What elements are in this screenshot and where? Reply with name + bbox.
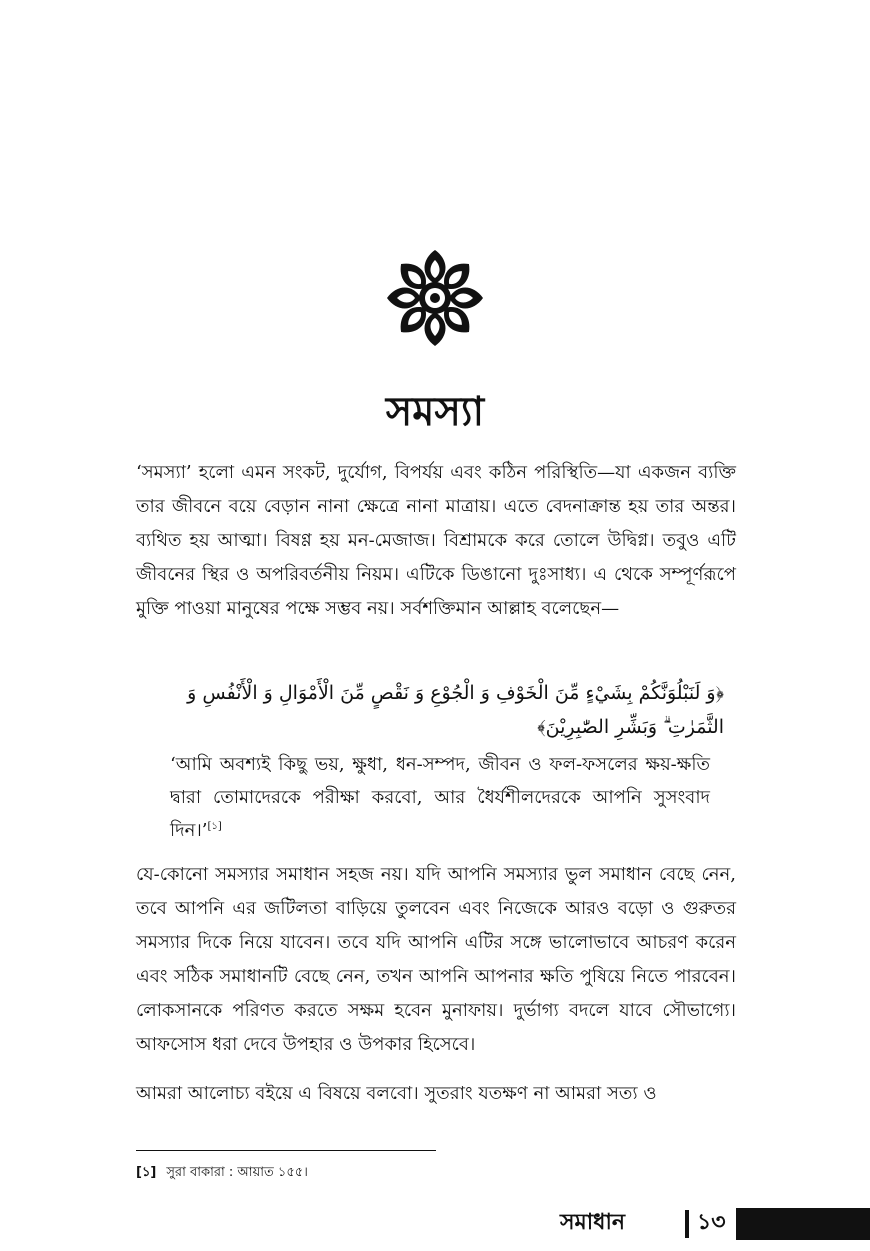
body-paragraph: যে-কোনো সমস্যার সমাধান সহজ নয়। যদি আপনি সমস্যার ভুল সমাধান বেছে নেন, তবে আপনি এর জটিলতা বাড়িয়ে তুলবেন এবং নিজেকে আরও বড়ো ও গুরুতর সমস্যার দিকে নিয়ে যাবেন। তবে যদি আপনি এটির সঙ্গে ভালোভাবে আচরণ করেন এবং সঠিক সমাধানটি বেছে নেন, তখন আপনি আপনার ক্ষতি পুষিয়ে নিতে পারবেন। লোকসানকে পরিণত করতে সক্ষম হবেন মুনাফায়। দুর্ভাগ্য বদলে যাবে সৌভাগ্যে। আফসোস ধরা দেবে উপহার ও উপকার হিসেবে।: [136, 864, 736, 1055]
verse-translation: [170, 748, 710, 847]
footnote-marker: [১]: [136, 1165, 157, 1180]
arabic-verse: ﴿وَ لَنَبْلُوَنَّكُمْ بِشَيْءٍ مِّنَ الْخَوْفِ وَ الْجُوْعِ وَ نَقْصٍ مِّنَ الْأَمْوَالِ وَ الْأَنْفُسِ وَ الثَّمَرٰتِ ۗ وَبَشِّرِ الصّٰبِرِيْنَ﴾: [187, 682, 724, 738]
footnote-reference[interactable]: [১]: [207, 821, 222, 832]
translation-text: ‘আমি অবশ্যই কিছু ভয়, ক্ষুধা, ধন-সম্পদ, জীবন ও ফল-ফসলের ক্ষয়-ক্ষতি দ্বারা তোমাদেরকে পরীক্ষা করবো, আর ধৈর্যশীলদেরকে আপনি সুসংবাদ দিন।’: [170, 754, 710, 841]
running-footer-title: সমাধান: [560, 1210, 625, 1235]
body-paragraph: আমরা আলোচ্য বইয়ে এ বিষয়ে বলবো। সুতরাং যতক্ষণ না আমরা সত্য ও: [136, 1083, 657, 1104]
flower-rosette-icon: [385, 248, 485, 348]
footnote-divider: [136, 1150, 436, 1151]
page-number: ১৩: [697, 1210, 726, 1235]
footer-separator: [685, 1210, 689, 1238]
footnote: [136, 1162, 308, 1184]
footnote-text: সুরা বাকারা : আয়াত ১৫৫।: [166, 1165, 308, 1180]
footer-bar: [736, 1208, 870, 1240]
body-paragraph: ‘সমস্যা’ হলো এমন সংকট, দুর্যোগ, বিপর্যয় এবং কঠিন পরিস্থিতি—যা একজন ব্যক্তি তার জীবনে বয়ে বেড়ান নানা ক্ষেত্রে নানা মাত্রায়। এতে বেদনাক্রান্ত হয় তার অন্তর। ব্যথিত হয় আত্মা। বিষণ্ণ হয় মন-মেজাজ। বিশ্রামকে করে তোলে উদ্বিগ্ন। তবুও এটি জীবনের স্থির ও অপরিবর্তনীয় নিয়ম। এটিকে ডিঙানো দুঃসাধ্য। এ থেকে সম্পূর্ণরূপে মুক্তি পাওয়া মানুষের পক্ষে সম্ভব নয়। সর্বশক্তিমান আল্লাহ বলেছেন—: [136, 462, 736, 619]
chapter-title: সমস্যা: [385, 389, 485, 435]
